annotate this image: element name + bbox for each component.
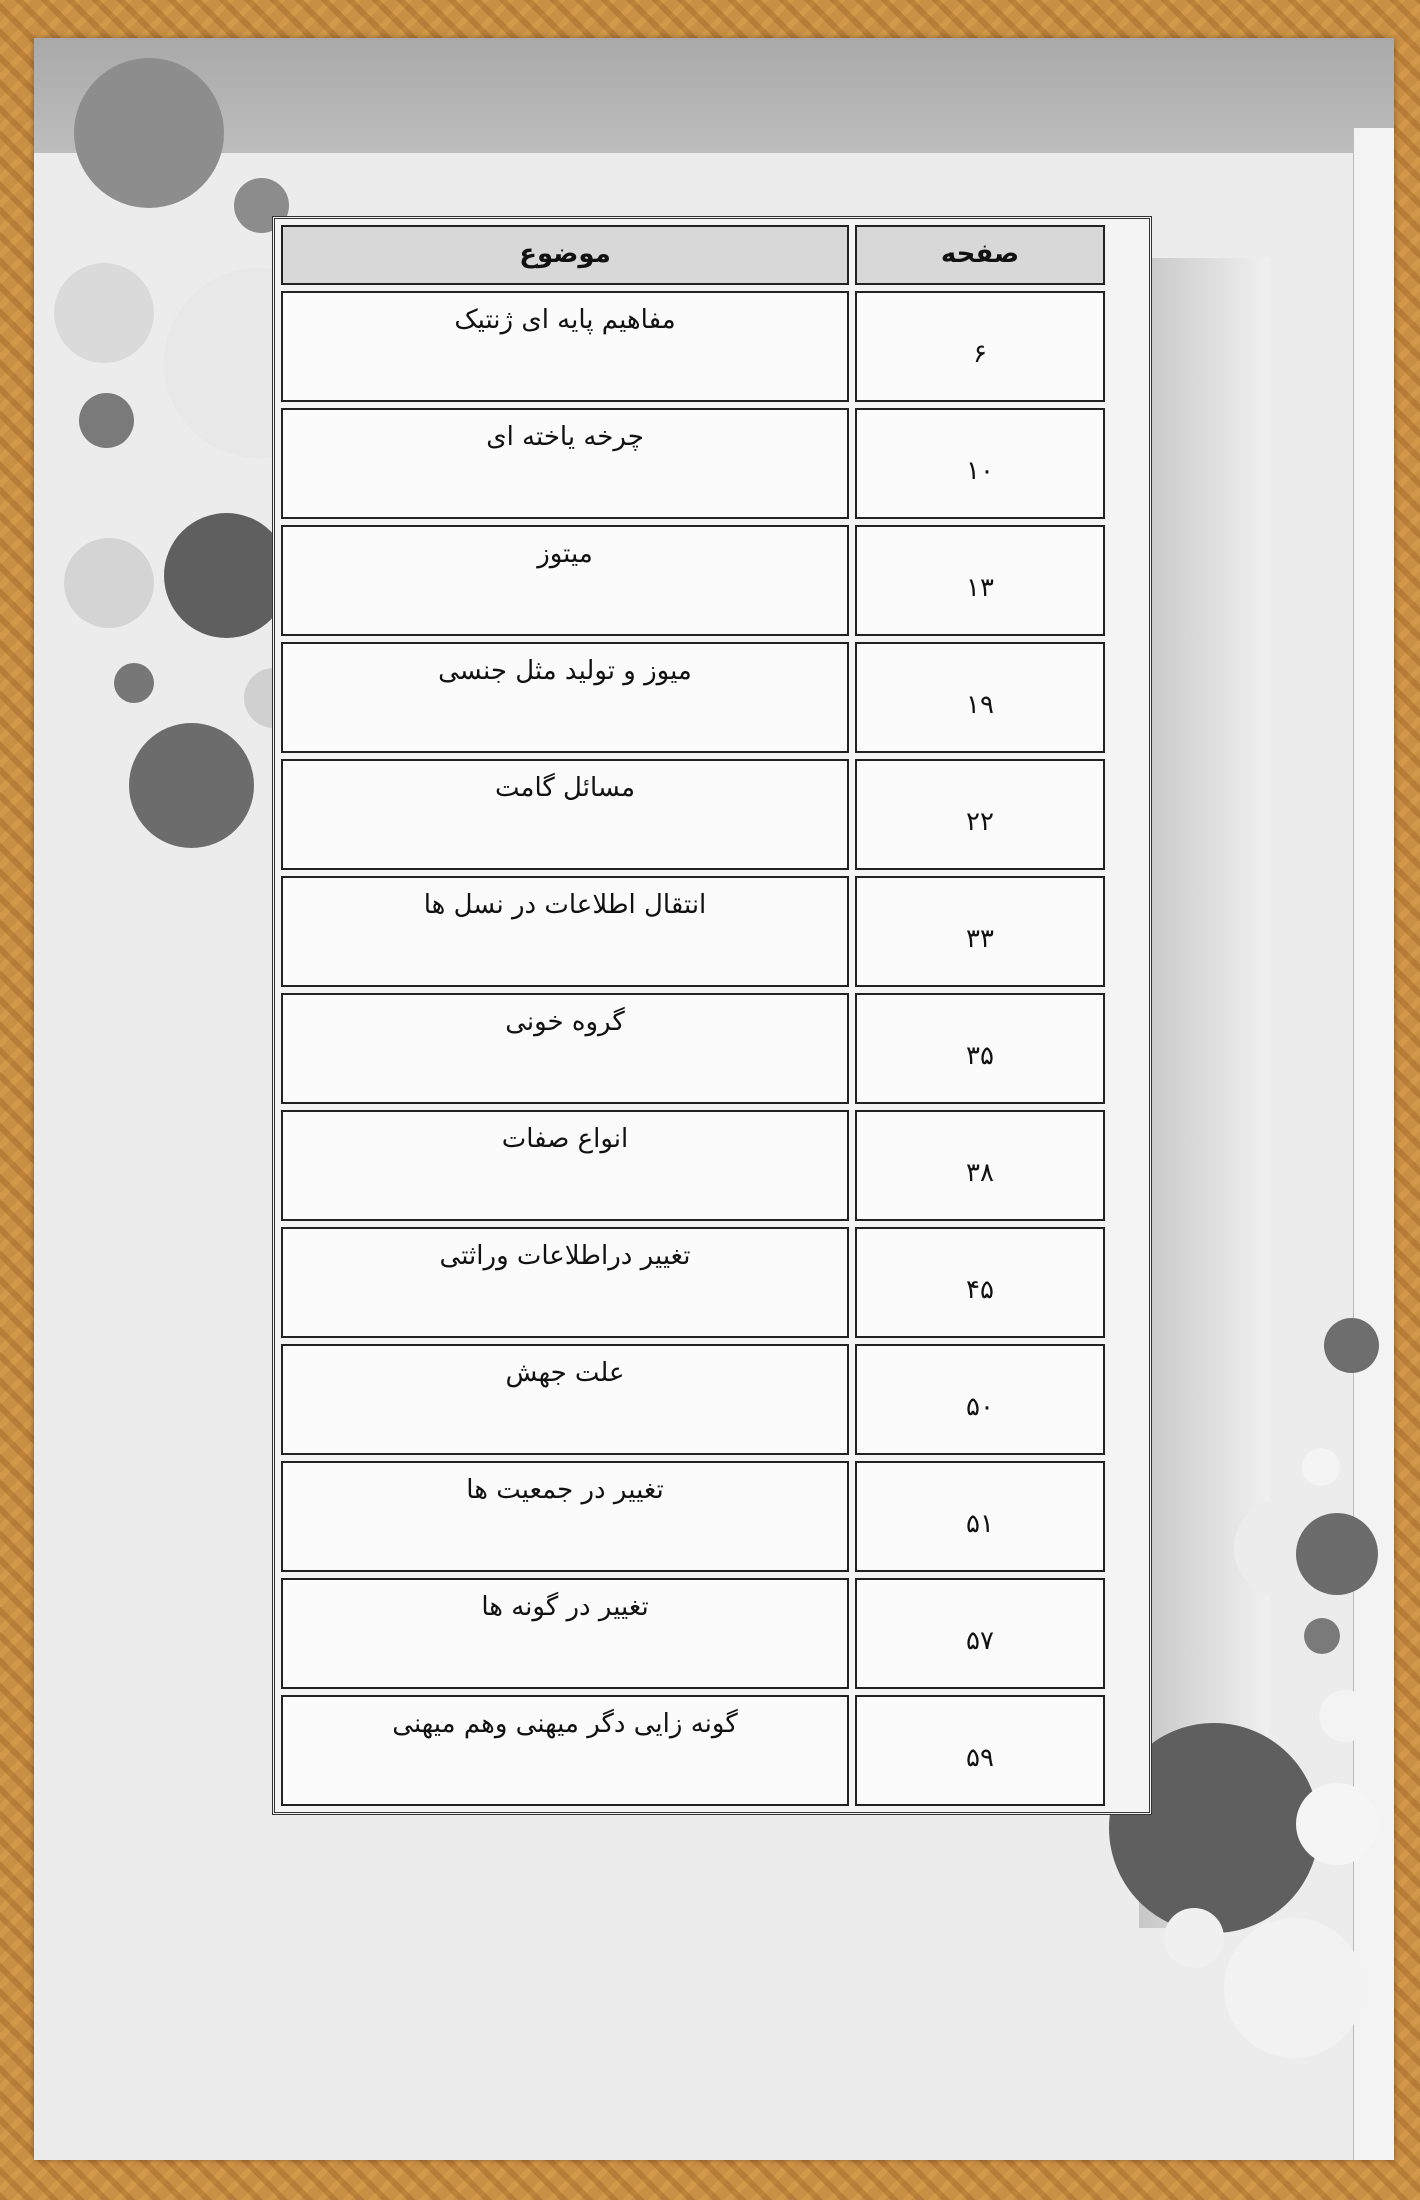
table-row <box>281 1578 1143 1689</box>
table-row <box>281 993 1143 1104</box>
table-row <box>281 1110 1143 1221</box>
topic-cell: گونه زایی دگر میهنی وهم میهنی <box>281 1695 849 1806</box>
table-header-row <box>281 225 1143 285</box>
decor-circle <box>1296 1513 1378 1595</box>
header-band <box>34 38 1394 153</box>
table-row <box>281 291 1143 402</box>
decor-circle <box>1164 1908 1224 1968</box>
decor-circle <box>1319 1690 1371 1742</box>
topic-cell: تغییر در جمعیت ها <box>281 1461 849 1572</box>
column-header-topic: موضوع <box>281 225 849 285</box>
decor-circle <box>79 393 134 448</box>
decor-circle <box>64 538 154 628</box>
table-row <box>281 876 1143 987</box>
table-row <box>281 408 1143 519</box>
decor-circle <box>74 58 224 208</box>
page-cell: ۵۱ <box>855 1461 1105 1572</box>
page-cell: ۵۷ <box>855 1578 1105 1689</box>
decor-circle <box>129 723 254 848</box>
decor-circle <box>1224 1918 1364 2058</box>
page-cell: ۳۵ <box>855 993 1105 1104</box>
table-row <box>281 1227 1143 1338</box>
decor-circle <box>1296 1783 1378 1865</box>
table-row <box>281 642 1143 753</box>
page-cell: ۱۳ <box>855 525 1105 636</box>
topic-cell: انتقال اطلاعات در نسل ها <box>281 876 849 987</box>
page-cell: ۶ <box>855 291 1105 402</box>
decor-circle <box>114 663 154 703</box>
page-cell: ۳۳ <box>855 876 1105 987</box>
page-cell: ۱۹ <box>855 642 1105 753</box>
page-cell: ۱۰ <box>855 408 1105 519</box>
topic-cell: انواع صفات <box>281 1110 849 1221</box>
topic-cell: مسائل گامت <box>281 759 849 870</box>
table-row <box>281 1695 1143 1806</box>
page-cell: ۳۸ <box>855 1110 1105 1221</box>
topic-cell: علت جهش <box>281 1344 849 1455</box>
topic-cell: تغییر دراطلاعات وراثتی <box>281 1227 849 1338</box>
page-cell: ۵۰ <box>855 1344 1105 1455</box>
decor-circle <box>54 263 154 363</box>
page-cell: ۴۵ <box>855 1227 1105 1338</box>
side-band <box>1139 258 1269 1928</box>
decor-circle <box>1304 1618 1340 1654</box>
decor-circle <box>164 513 289 638</box>
table-row <box>281 759 1143 870</box>
table-row <box>281 1461 1143 1572</box>
topic-cell: میتوز <box>281 525 849 636</box>
table-of-contents <box>272 216 1152 1815</box>
decor-circle <box>1302 1448 1340 1486</box>
column-header-page: صفحه <box>855 225 1105 285</box>
page-cell: ۵۹ <box>855 1695 1105 1806</box>
decor-circle <box>1324 1318 1379 1373</box>
table-row <box>281 525 1143 636</box>
table-row <box>281 1344 1143 1455</box>
topic-cell: چرخه یاخته ای <box>281 408 849 519</box>
topic-cell: تغییر در گونه ها <box>281 1578 849 1689</box>
page-cell: ۲۲ <box>855 759 1105 870</box>
topic-cell: میوز و تولید مثل جنسی <box>281 642 849 753</box>
topic-cell: گروه خونی <box>281 993 849 1104</box>
topic-cell: مفاهیم پایه ای ژنتیک <box>281 291 849 402</box>
